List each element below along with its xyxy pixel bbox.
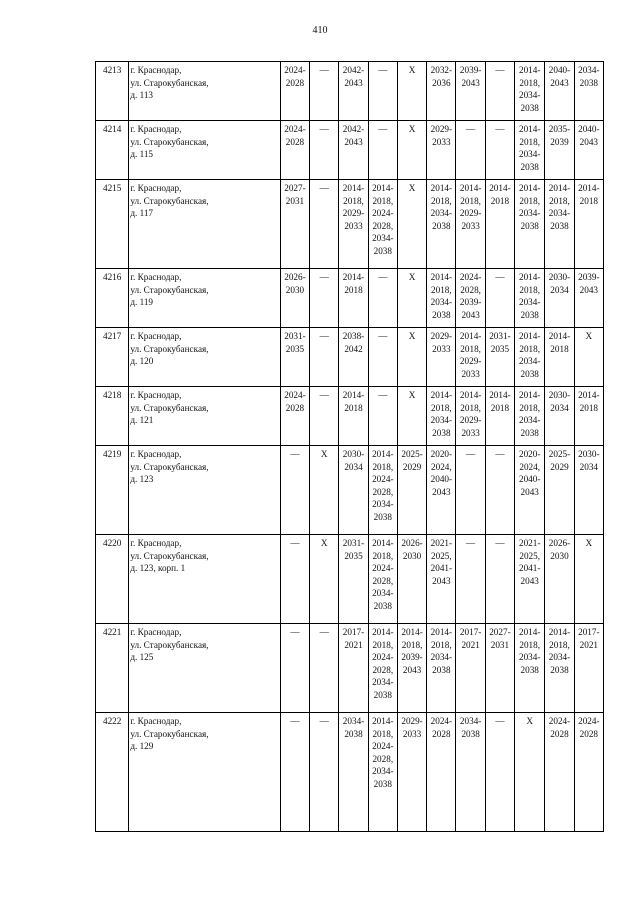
period-cell: — [310,62,339,121]
period-cell: 2014- 2018, 2024- 2028, 2034- 2038 [368,535,397,624]
address-cell: г. Краснодар, ул. Старокубанская, д. 129 [129,713,280,832]
period-cell: — [485,535,514,624]
period-cell: 2030- 2034 [339,446,368,535]
period-cell: — [310,624,339,713]
period-cell: 2014- 2018, 2034- 2038 [515,624,545,713]
period-cell: 2014- 2018, 2034- 2038 [545,180,574,269]
period-cell: — [485,713,514,832]
table-row [96,328,604,387]
register-table [95,61,604,832]
address-cell: г. Краснодар, ул. Старокубанская, д. 123 [129,446,280,535]
period-cell: 2014- 2018 [339,387,368,446]
period-cell: 2014- 2018 [545,328,574,387]
page-number: 410 [312,25,328,36]
row-number: 4219 [96,446,129,535]
table-row [96,180,604,269]
table-row [96,121,604,180]
period-cell: 2038- 2042 [339,328,368,387]
period-cell: 2030- 2034 [545,387,574,446]
period-cell: — [280,713,309,832]
period-cell: 2017- 2021 [339,624,368,713]
period-cell: 2024- 2028 [427,713,456,832]
period-cell: 2020- 2024, 2040- 2043 [427,446,456,535]
period-cell: 2031- 2035 [485,328,514,387]
period-cell: 2014- 2018, 2034- 2038 [515,121,545,180]
period-cell: — [368,328,397,387]
period-cell: X [397,387,426,446]
period-cell: 2042- 2043 [339,121,368,180]
period-cell: 2024- 2028 [280,62,309,121]
table-row [96,387,604,446]
period-cell: — [280,446,309,535]
table-row [96,446,604,535]
address-cell: г. Краснодар, ул. Старокубанская, д. 125 [129,624,280,713]
period-cell: 2025- 2029 [397,446,426,535]
period-cell: X [515,713,545,832]
period-cell: 2014- 2018, 2034- 2038 [515,328,545,387]
period-cell: — [456,446,485,535]
period-cell: 2014- 2018, 2029- 2033 [456,180,485,269]
period-cell: — [280,624,309,713]
period-cell: 2026- 2030 [545,535,574,624]
period-cell: 2014- 2018, 2024- 2028, 2034- 2038 [368,624,397,713]
period-cell: — [368,121,397,180]
period-cell: 2030- 2034 [574,446,603,535]
period-cell: 2027- 2031 [485,624,514,713]
period-cell: 2014- 2018, 2034- 2038 [545,624,574,713]
period-cell: — [310,269,339,328]
period-cell: — [310,713,339,832]
row-number: 4220 [96,535,129,624]
period-cell: 2014- 2018, 2034- 2038 [427,387,456,446]
period-cell: — [310,121,339,180]
address-cell: г. Краснодар, ул. Старокубанская, д. 113 [129,62,280,121]
period-cell: — [456,121,485,180]
address-cell: г. Краснодар, ул. Старокубанская, д. 117 [129,180,280,269]
period-cell: 2025- 2029 [545,446,574,535]
period-cell: 2014- 2018, 2034- 2038 [515,62,545,121]
period-cell: 2039- 2043 [456,62,485,121]
row-number: 4215 [96,180,129,269]
period-cell: 2014- 2018, 2029- 2033 [456,387,485,446]
period-cell: 2035- 2039 [545,121,574,180]
period-cell: 2014- 2018, 2034- 2038 [427,269,456,328]
period-cell: 2029- 2033 [397,713,426,832]
period-cell: — [456,535,485,624]
period-cell: 2040- 2043 [545,62,574,121]
period-cell: — [368,269,397,328]
period-cell: 2021- 2025, 2041- 2043 [515,535,545,624]
address-cell: г. Краснодар, ул. Старокубанская, д. 119 [129,269,280,328]
period-cell: 2027- 2031 [280,180,309,269]
period-cell: 2014- 2018, 2034- 2038 [515,180,545,269]
address-cell: г. Краснодар, ул. Старокубанская, д. 120 [129,328,280,387]
address-cell: г. Краснодар, ул. Старокубанская, д. 115 [129,121,280,180]
period-cell: 2040- 2043 [574,121,603,180]
period-cell: 2014- 2018 [485,180,514,269]
row-number: 4222 [96,713,129,832]
row-number: 4218 [96,387,129,446]
period-cell: — [485,446,514,535]
period-cell: X [397,121,426,180]
period-cell: 2014- 2018, 2034- 2038 [515,269,545,328]
period-cell: 2029- 2033 [427,328,456,387]
row-number: 4216 [96,269,129,328]
period-cell: — [485,62,514,121]
period-cell: 2021- 2025, 2041- 2043 [427,535,456,624]
period-cell: 2014- 2018 [339,269,368,328]
period-cell: — [368,387,397,446]
period-cell: X [397,269,426,328]
period-cell: 2014- 2018, 2034- 2038 [427,624,456,713]
period-cell: 2024- 2028 [574,713,603,832]
period-cell: 2014- 2018, 2029- 2033 [339,180,368,269]
period-cell: X [397,62,426,121]
period-cell: 2017- 2021 [456,624,485,713]
period-cell: 2014- 2018 [574,387,603,446]
period-cell: 2034- 2038 [339,713,368,832]
period-cell: 2029- 2033 [427,121,456,180]
period-cell: — [310,328,339,387]
period-cell: 2026- 2030 [397,535,426,624]
period-cell: X [574,328,603,387]
period-cell: X [574,535,603,624]
period-cell: 2014- 2018, 2024- 2028, 2034- 2038 [368,446,397,535]
table-row [96,713,604,832]
row-number: 4221 [96,624,129,713]
period-cell: 2026- 2030 [280,269,309,328]
table-row [96,535,604,624]
period-cell: 2024- 2028 [280,121,309,180]
period-cell: 2024- 2028 [545,713,574,832]
period-cell: X [397,328,426,387]
period-cell: 2024- 2028 [280,387,309,446]
period-cell: 2042- 2043 [339,62,368,121]
period-cell: 2014- 2018 [485,387,514,446]
period-cell: X [397,180,426,269]
period-cell: X [310,446,339,535]
period-cell: 2014- 2018, 2024- 2028, 2034- 2038 [368,713,397,832]
period-cell: — [485,269,514,328]
period-cell: X [310,535,339,624]
period-cell: 2014- 2018, 2029- 2033 [456,328,485,387]
period-cell: 2024- 2028, 2039- 2043 [456,269,485,328]
period-cell: — [280,535,309,624]
period-cell: 2017- 2021 [574,624,603,713]
period-cell: — [310,387,339,446]
period-cell: 2031- 2035 [339,535,368,624]
period-cell: — [368,62,397,121]
period-cell: 2032- 2036 [427,62,456,121]
table-row [96,624,604,713]
row-number: 4214 [96,121,129,180]
period-cell: — [485,121,514,180]
table-row [96,269,604,328]
table-row [96,62,604,121]
period-cell: 2014- 2018, 2039- 2043 [397,624,426,713]
period-cell: — [310,180,339,269]
period-cell: 2030- 2034 [545,269,574,328]
period-cell: 2031- 2035 [280,328,309,387]
row-number: 4213 [96,62,129,121]
address-cell: г. Краснодар, ул. Старокубанская, д. 121 [129,387,280,446]
period-cell: 2014- 2018, 2034- 2038 [515,387,545,446]
period-cell: 2034- 2038 [456,713,485,832]
period-cell: 2039- 2043 [574,269,603,328]
period-cell: 2034- 2038 [574,62,603,121]
period-cell: 2014- 2018 [574,180,603,269]
period-cell: 2020- 2024, 2040- 2043 [515,446,545,535]
period-cell: 2014- 2018, 2024- 2028, 2034- 2038 [368,180,397,269]
address-cell: г. Краснодар, ул. Старокубанская, д. 123, корп. 1 [129,535,280,624]
row-number: 4217 [96,328,129,387]
register-table-body [96,62,604,832]
period-cell: 2014- 2018, 2034- 2038 [427,180,456,269]
